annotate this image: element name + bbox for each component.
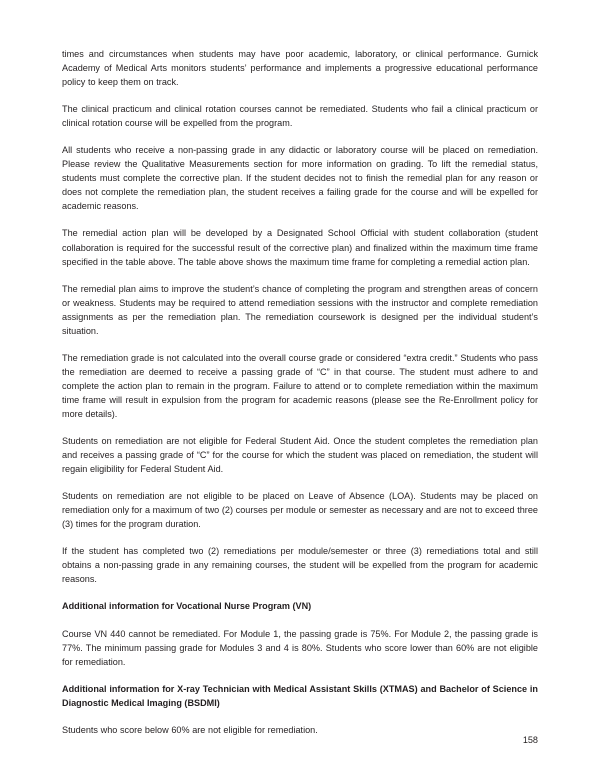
paragraph-performance-policy: times and circumstances when students may have poor academic, laboratory, or clinical performance. Gurnick Academy of Medical Arts monitors students’ performance and implements a progressive educational performance policy to keep them on track. xyxy=(62,49,538,88)
page-body-text xyxy=(62,47,538,750)
paragraph-xtmas-bsdmi-score: Students who score below 60% are not eligible for remediation. xyxy=(62,724,318,735)
paragraph-remedial-action-plan: The remedial action plan will be developed by a Designated School Official with student collaboration (student collaboration is required for the successful result of the corrective plan) and finalized within the maximum time frame specified in the table above. The table above shows the maximum time frame for completing a remedial action plan. xyxy=(62,228,538,267)
paragraph-remedial-plan-aims: The remedial plan aims to improve the student’s chance of completing the program and strengthen areas of concern or weakness. Students may be required to attend remediation sessions with the instructor and complete remediation assignments as per the remediation plan. The remediation coursework is designed per the individual student’s situation. xyxy=(62,283,538,336)
heading-xtmas-bsdmi: Additional information for X-ray Technician with Medical Assistant Skills (XTMAS) and Bachelor of Science in Diagnostic Medical Imaging (BSDMI) xyxy=(62,683,538,708)
paragraph-federal-student-aid: Students on remediation are not eligible for Federal Student Aid. Once the student completes the remediation plan and receives a passing grade of “C” for the course for which the student was placed on remediation, the student will regain eligibility for Federal Student Aid. xyxy=(62,436,538,475)
paragraph-leave-of-absence: Students on remediation are not eligible to be placed on Leave of Absence (LOA). Students may be placed on remediation only for a maximum of two (2) courses per module or semester as necessary and are not to exceed three (3) times for the program duration. xyxy=(62,491,538,530)
paragraph-vn-passing-grades: Course VN 440 cannot be remediated. For Module 1, the passing grade is 75%. For Module 2, the passing grade is 77%. The minimum passing grade for Modules 3 and 4 is 80%. Students who score lower than 60% are not eligible for remediation. xyxy=(62,628,538,667)
paragraph-remediation-grade-calculation: The remediation grade is not calculated into the overall course grade or considered “extra credit.” Students who pass the remediation are deemed to receive a passing grade of “C” in that course. The student must adhere to and complete the action plan to remain in the program. Failure to attend or to complete remediation within the maximum time frame will result in expulsion from the program for academic reasons (please see the Re-Enrollment policy for more details). xyxy=(62,352,538,419)
paragraph-expulsion-after-remediations: If the student has completed two (2) remediations per module/semester or three (3) remediations total and still obtains a non-passing grade in any remaining courses, the student will be expelled from the program for academic reasons. xyxy=(62,546,538,585)
paragraph-non-passing-grade-remediation: All students who receive a non-passing grade in any didactic or laboratory course will be placed on remediation. Please review the Qualitative Measurements section for more information on grading. To lift the remedial status, students must complete the corrective plan. If the student decides not to finish the remedial plan for any reason or does not complete the remediation plan, the student receives a failing grade for the course and will be expelled for academic reasons. xyxy=(62,145,538,212)
heading-vocational-nurse-program: Additional information for Vocational Nurse Program (VN) xyxy=(62,601,312,612)
paragraph-clinical-practicum: The clinical practicum and clinical rotation courses cannot be remediated. Students who fail a clinical practicum or clinical rotation course will be expelled from the program. xyxy=(62,104,538,129)
page-number: 158 xyxy=(522,735,538,745)
